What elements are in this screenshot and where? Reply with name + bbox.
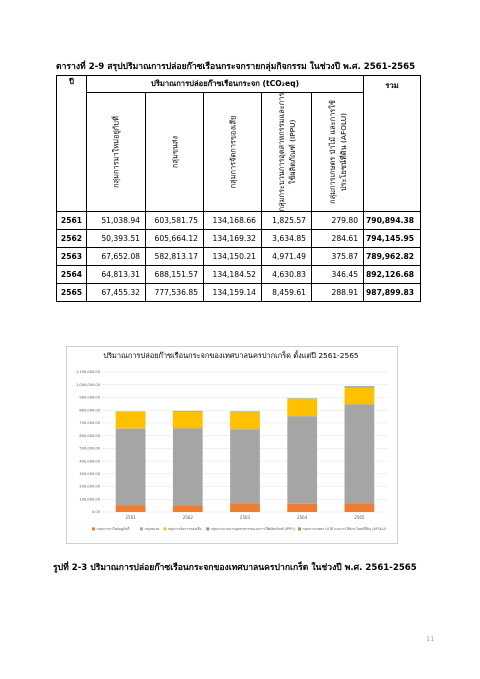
table-caption: ตารางที่ 2-9 สรุปปริมาณการปล่อยก๊าซเรือนกระจกรายกลุ่มกิจกรรม ในช่วงปี พ.ศ. 2561-2565 xyxy=(56,62,416,72)
column-header-label: กลุ่มกระบวนการอุตสาหกรรมและการ ใช้ผลิตภัณฑ์ (IPPU) xyxy=(276,92,297,212)
value-cell: 64,813.31 xyxy=(87,266,146,284)
bar-segment xyxy=(173,429,203,506)
value-cell: 134,184.52 xyxy=(204,266,262,284)
value-cell: 134,159.14 xyxy=(204,284,262,302)
bar-segment xyxy=(116,412,146,429)
x-tick-label: 2561 xyxy=(125,515,136,520)
y-tick-label: 100,000.00 xyxy=(79,497,100,502)
legend-swatch xyxy=(140,527,143,530)
bar-segment xyxy=(230,503,260,512)
y-tick-label: 900,000.00 xyxy=(79,395,100,400)
value-cell: 134,150.21 xyxy=(204,248,262,266)
legend-label: กลุ่มการมาใหม่อยู่กับที่ xyxy=(96,527,130,531)
y-tick-label: 700,000.00 xyxy=(79,421,100,426)
legend-swatch xyxy=(298,527,301,530)
y-tick-label: 800,000.00 xyxy=(79,408,100,413)
value-cell: 603,581.75 xyxy=(146,212,204,230)
bar-segment xyxy=(230,412,260,429)
y-tick-label: 1,000,000.00 xyxy=(75,382,100,387)
bar-segment xyxy=(116,429,146,506)
total-cell: 892,126.68 xyxy=(364,266,421,284)
total-header: รวม xyxy=(364,76,421,212)
bar-segment xyxy=(116,506,146,512)
bar-segment xyxy=(345,387,375,404)
value-cell: 375.87 xyxy=(312,248,364,266)
legend-swatch xyxy=(206,527,209,530)
year-cell: 2565 xyxy=(57,284,87,302)
year-header: ปี xyxy=(57,76,87,212)
y-tick-label: 400,000.00 xyxy=(79,459,100,464)
column-header-2 xyxy=(146,93,204,212)
value-cell: 67,652.08 xyxy=(87,248,146,266)
value-cell: 688,151.57 xyxy=(146,266,204,284)
bar-segment xyxy=(287,416,317,504)
value-cell: 3,634.85 xyxy=(262,230,312,248)
x-tick-label: 2562 xyxy=(182,515,193,520)
chart-title: ปริมาณการปล่อยก๊าซเรือนกระจกของเทศบาลนครปากเกร็ด ตั้งแต่ปี 2561-2565 xyxy=(103,351,359,360)
legend-label: กลุ่มขนส่ง xyxy=(144,527,160,531)
value-cell: 50,393.51 xyxy=(87,230,146,248)
column-header-label: กลุ่มขนส่ง xyxy=(170,135,179,169)
value-cell: 346.45 xyxy=(312,266,364,284)
stacked-bar-chart xyxy=(66,346,396,542)
total-cell: 789,962.82 xyxy=(364,248,421,266)
emissions-table xyxy=(56,75,421,302)
column-header-4 xyxy=(262,93,312,212)
y-tick-label: 500,000.00 xyxy=(79,446,100,451)
y-tick-label: 200,000.00 xyxy=(79,484,100,489)
total-cell: 794,145.95 xyxy=(364,230,421,248)
y-tick-label: 1,100,000.00 xyxy=(75,370,100,375)
column-header-label: กลุ่มการเกษตร ป่าไม้ และการใช้ ประโยชน์ที่ดิน (AFOLU) xyxy=(327,100,348,204)
table-body xyxy=(57,212,421,302)
value-cell: 279.80 xyxy=(312,212,364,230)
value-cell: 8,459.61 xyxy=(262,284,312,302)
table-row xyxy=(57,266,421,284)
legend-label: กลุ่มการจัดการของเสีย xyxy=(168,527,202,531)
value-cell: 288.91 xyxy=(312,284,364,302)
legend-swatch xyxy=(92,527,95,530)
value-cell: 67,455.32 xyxy=(87,284,146,302)
y-tick-label: 300,000.00 xyxy=(79,472,100,477)
value-cell: 134,168.66 xyxy=(204,212,262,230)
y-tick-label: 600,000.00 xyxy=(79,433,100,438)
bar-segment xyxy=(230,412,260,413)
bar-segment xyxy=(345,404,375,503)
bar-segment xyxy=(287,399,317,416)
year-cell: 2563 xyxy=(57,248,87,266)
table-row xyxy=(57,248,421,266)
figure-caption: รูปที่ 2-3 ปริมาณการปล่อยก๊าซเรือนกระจกของเทศบาลนครปากเกร็ด ในช่วงปี พ.ศ. 2561-2565 xyxy=(53,563,417,573)
page-number: 11 xyxy=(426,635,435,643)
column-header-1 xyxy=(87,93,146,212)
value-cell: 134,169.32 xyxy=(204,230,262,248)
year-cell: 2561 xyxy=(57,212,87,230)
bar-segment xyxy=(345,503,375,512)
column-header-3 xyxy=(204,93,262,212)
value-cell: 1,825.57 xyxy=(262,212,312,230)
group-header: ปริมาณการปล่อยก๊าซเรือนกระจก (tCO₂eq) xyxy=(87,76,364,93)
table-row xyxy=(57,284,421,302)
x-tick-label: 2564 xyxy=(297,515,308,520)
bar-segment xyxy=(230,429,260,503)
bar-segment xyxy=(287,504,317,512)
legend-swatch xyxy=(164,527,167,530)
value-cell: 777,536.85 xyxy=(146,284,204,302)
x-tick-label: 2563 xyxy=(239,515,251,520)
column-header-label: กลุ่มการจัดการของเสีย xyxy=(228,115,237,189)
column-header-label: กลุ่มการมาใหม่อยู่กับที่ xyxy=(111,116,121,188)
bar-segment xyxy=(345,386,375,387)
value-cell: 4,971.49 xyxy=(262,248,312,266)
table-row xyxy=(57,212,421,230)
column-header-5 xyxy=(312,93,364,212)
value-cell: 582,813.17 xyxy=(146,248,204,266)
bar-segment xyxy=(173,411,203,428)
table-row xyxy=(57,230,421,248)
bar-segment xyxy=(287,399,317,400)
value-cell: 284.61 xyxy=(312,230,364,248)
y-tick-label: 0.00 xyxy=(91,510,100,515)
value-cell: 4,630.83 xyxy=(262,266,312,284)
x-tick-label: 2565 xyxy=(354,515,365,520)
value-cell: 51,038.94 xyxy=(87,212,146,230)
total-cell: 987,899.83 xyxy=(364,284,421,302)
total-cell: 790,894.38 xyxy=(364,212,421,230)
value-cell: 605,664.12 xyxy=(146,230,204,248)
year-cell: 2564 xyxy=(57,266,87,284)
year-cell: 2562 xyxy=(57,230,87,248)
bar-segment xyxy=(173,506,203,512)
legend-label: กลุ่มการเกษตร ป่าไม้ และการใช้ประโยชน์ที่ดิน (AFOLU) xyxy=(302,527,386,531)
legend-label: กลุ่มกระบวนการอุตสาหกรรมและการใช้ผลิตภัณฑ์ (IPPU) xyxy=(210,527,295,531)
